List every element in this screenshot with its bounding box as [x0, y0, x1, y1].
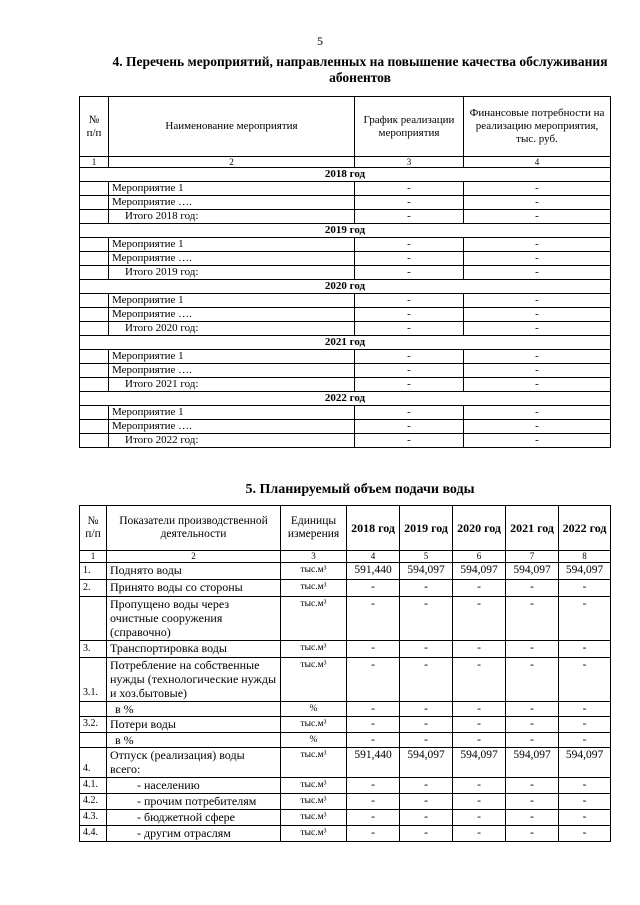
section5-index-cell: 7 [506, 551, 559, 563]
row-number-cell [80, 210, 109, 224]
year-value: - [559, 778, 611, 794]
year-value: 591,440 [347, 748, 400, 778]
schedule-value: - [355, 406, 464, 420]
schedule-value: - [355, 434, 464, 448]
unit-cell: тыс.м³ [281, 563, 347, 580]
year-value: - [347, 826, 400, 842]
schedule-value: - [355, 182, 464, 196]
year-value: 594,097 [506, 563, 559, 580]
activity-name: Мероприятие …. [109, 308, 355, 322]
section4-name-header: Наименование мероприятия [109, 97, 355, 157]
unit-cell: тыс.м³ [281, 580, 347, 597]
year-value: - [559, 658, 611, 702]
unit-cell: тыс.м³ [281, 658, 347, 702]
indicator-name: - населению [107, 778, 281, 794]
year-value: - [453, 826, 506, 842]
indicator-name: в % [107, 733, 281, 748]
indicator-name: - прочим потребителям [107, 794, 281, 810]
total-row [80, 378, 611, 392]
year-value: - [506, 717, 559, 733]
indicator-name: Принято воды со стороны [107, 580, 281, 597]
schedule-value: - [355, 350, 464, 364]
year-value: - [347, 794, 400, 810]
activity-row [80, 238, 611, 252]
schedule-value: - [355, 322, 464, 336]
finance-value: - [464, 210, 611, 224]
year-value: 594,097 [559, 563, 611, 580]
indicator-row [80, 778, 611, 794]
finance-value: - [464, 182, 611, 196]
section4-index-row [80, 157, 611, 168]
year-row [80, 224, 611, 238]
total-row [80, 266, 611, 280]
year-value: - [559, 580, 611, 597]
year-label: 2020 год [80, 280, 611, 294]
row-number: 4. [80, 748, 107, 778]
activity-name: Мероприятие …. [109, 252, 355, 266]
activity-row [80, 420, 611, 434]
indicator-row [80, 702, 611, 717]
indicator-name: Пропущено воды через очистные сооружения (справочно) [107, 597, 281, 641]
year-value: - [559, 702, 611, 717]
row-number-cell [80, 196, 109, 210]
row-number-cell [80, 266, 109, 280]
activity-name: Итого 2019 год: [109, 266, 355, 280]
year-label: 2022 год [80, 392, 611, 406]
row-number [80, 733, 107, 748]
indicator-name: Отпуск (реализация) воды всего: [107, 748, 281, 778]
activity-name: Мероприятие 1 [109, 238, 355, 252]
activity-row [80, 252, 611, 266]
section5-index-cell: 4 [347, 551, 400, 563]
section5-header-row [80, 506, 611, 551]
year-value: - [400, 641, 453, 658]
indicator-row [80, 563, 611, 580]
schedule-value: - [355, 420, 464, 434]
year-value: - [453, 810, 506, 826]
year-value: - [453, 702, 506, 717]
finance-value: - [464, 294, 611, 308]
section5-year-header: 2022 год [559, 506, 611, 551]
year-value: 594,097 [559, 748, 611, 778]
section4-schedule-header: График реализации мероприятия [355, 97, 464, 157]
section5-title: 5. Планируемый объем подачи воды [245, 482, 475, 497]
section5-number-header: № п/п [80, 506, 107, 551]
row-number: 4.1. [80, 778, 107, 794]
row-number: 3.2. [80, 717, 107, 733]
section4-index-cell: 1 [80, 157, 109, 168]
year-value: - [559, 641, 611, 658]
year-value: - [506, 778, 559, 794]
unit-cell: тыс.м³ [281, 717, 347, 733]
indicator-row [80, 810, 611, 826]
indicator-row [80, 794, 611, 810]
row-number: 2. [80, 580, 107, 597]
year-label: 2019 год [80, 224, 611, 238]
section5-unit-header: Единицы измерения [281, 506, 347, 551]
year-value: - [559, 717, 611, 733]
year-value: - [559, 826, 611, 842]
row-number-cell [80, 252, 109, 266]
year-value: - [400, 810, 453, 826]
year-value: - [453, 717, 506, 733]
indicator-name: Поднято воды [107, 563, 281, 580]
year-label: 2018 год [80, 168, 611, 182]
activity-name: Мероприятие 1 [109, 350, 355, 364]
unit-cell: тыс.м³ [281, 597, 347, 641]
row-number-cell [80, 308, 109, 322]
year-value: - [347, 810, 400, 826]
finance-value: - [464, 322, 611, 336]
row-number-cell [80, 364, 109, 378]
activity-name: Мероприятие 1 [109, 182, 355, 196]
year-value: - [347, 778, 400, 794]
finance-value: - [464, 266, 611, 280]
row-number-cell [80, 378, 109, 392]
section5-index-cell: 3 [281, 551, 347, 563]
year-label: 2021 год [80, 336, 611, 350]
row-number-cell [80, 350, 109, 364]
section5-year-header: 2020 год [453, 506, 506, 551]
row-number-cell [80, 294, 109, 308]
activity-name: Мероприятие …. [109, 196, 355, 210]
indicator-row [80, 717, 611, 733]
row-number: 4.3. [80, 810, 107, 826]
year-value: - [506, 794, 559, 810]
activity-row [80, 350, 611, 364]
schedule-value: - [355, 210, 464, 224]
section5-index-cell: 1 [80, 551, 107, 563]
year-row [80, 336, 611, 350]
section4-number-header: № п/п [80, 97, 109, 157]
year-value: - [400, 778, 453, 794]
year-value: - [400, 733, 453, 748]
year-value: - [347, 658, 400, 702]
year-value: - [559, 597, 611, 641]
year-value: - [453, 580, 506, 597]
section4-index-cell: 3 [355, 157, 464, 168]
schedule-value: - [355, 238, 464, 252]
row-number-cell [80, 420, 109, 434]
year-value: - [347, 717, 400, 733]
year-value: - [400, 826, 453, 842]
year-value: - [347, 580, 400, 597]
year-value: - [506, 658, 559, 702]
activity-name: Итого 2021 год: [109, 378, 355, 392]
section5-index-cell: 8 [559, 551, 611, 563]
indicator-row [80, 658, 611, 702]
activity-row [80, 294, 611, 308]
page-number: 5 [317, 34, 323, 48]
section5-year-header: 2021 год [506, 506, 559, 551]
year-value: 591,440 [347, 563, 400, 580]
section5-table [79, 505, 611, 842]
section5-index-cell: 2 [107, 551, 281, 563]
row-number: 3. [80, 641, 107, 658]
indicator-name: Потребление на собственные нужды (технологические нужды и хоз.бытовые) [107, 658, 281, 702]
year-value: - [453, 597, 506, 641]
year-value: - [506, 733, 559, 748]
unit-cell: тыс.м³ [281, 826, 347, 842]
section5-index-cell: 5 [400, 551, 453, 563]
schedule-value: - [355, 196, 464, 210]
indicator-name: Потери воды [107, 717, 281, 733]
finance-value: - [464, 434, 611, 448]
indicator-name: Транспортировка воды [107, 641, 281, 658]
activity-name: Итого 2022 год: [109, 434, 355, 448]
year-value: - [400, 702, 453, 717]
year-value: - [400, 658, 453, 702]
activity-row [80, 196, 611, 210]
indicator-row [80, 733, 611, 748]
row-number: 3.1. [80, 658, 107, 702]
activity-name: Мероприятие …. [109, 420, 355, 434]
year-value: - [347, 733, 400, 748]
year-value: - [347, 641, 400, 658]
year-value: - [347, 597, 400, 641]
unit-cell: тыс.м³ [281, 794, 347, 810]
activity-row [80, 182, 611, 196]
activity-name: Мероприятие 1 [109, 406, 355, 420]
section5-year-header: 2019 год [400, 506, 453, 551]
year-value: - [559, 733, 611, 748]
year-value: 594,097 [453, 563, 506, 580]
activity-row [80, 406, 611, 420]
indicator-row [80, 641, 611, 658]
schedule-value: - [355, 294, 464, 308]
year-row [80, 168, 611, 182]
year-value: - [506, 580, 559, 597]
section4-finance-header: Финансовые потребности на реализацию мероприятия, тыс. руб. [464, 97, 611, 157]
year-value: - [506, 826, 559, 842]
row-number-cell [80, 182, 109, 196]
year-value: - [559, 794, 611, 810]
year-row [80, 392, 611, 406]
row-number [80, 597, 107, 641]
year-value: 594,097 [506, 748, 559, 778]
activity-name: Мероприятие …. [109, 364, 355, 378]
year-value: - [400, 580, 453, 597]
activity-name: Итого 2018 год: [109, 210, 355, 224]
finance-value: - [464, 364, 611, 378]
year-value: - [347, 702, 400, 717]
section4-index-cell: 2 [109, 157, 355, 168]
year-value: - [453, 733, 506, 748]
year-value: 594,097 [453, 748, 506, 778]
indicator-name: - другим отраслям [107, 826, 281, 842]
year-value: - [400, 597, 453, 641]
unit-cell: % [281, 702, 347, 717]
year-value: - [400, 794, 453, 810]
finance-value: - [464, 238, 611, 252]
year-value: - [559, 810, 611, 826]
total-row [80, 434, 611, 448]
finance-value: - [464, 406, 611, 420]
year-value: - [506, 641, 559, 658]
year-value: - [453, 794, 506, 810]
year-value: - [506, 702, 559, 717]
schedule-value: - [355, 266, 464, 280]
year-value: - [453, 658, 506, 702]
finance-value: - [464, 420, 611, 434]
indicator-row [80, 580, 611, 597]
year-value: 594,097 [400, 748, 453, 778]
finance-value: - [464, 196, 611, 210]
row-number: 4.2. [80, 794, 107, 810]
unit-cell: тыс.м³ [281, 810, 347, 826]
section5-indicator-header: Показатели производственной деятельности [107, 506, 281, 551]
section4-table [79, 96, 611, 448]
section4-index-cell: 4 [464, 157, 611, 168]
year-value: - [453, 778, 506, 794]
unit-cell: тыс.м³ [281, 641, 347, 658]
finance-value: - [464, 252, 611, 266]
schedule-value: - [355, 308, 464, 322]
indicator-row [80, 748, 611, 778]
row-number: 4.4. [80, 826, 107, 842]
activity-row [80, 364, 611, 378]
row-number-cell [80, 322, 109, 336]
row-number-cell [80, 238, 109, 252]
row-number [80, 702, 107, 717]
section4-header-row [80, 97, 611, 157]
total-row [80, 322, 611, 336]
year-row [80, 280, 611, 294]
finance-value: - [464, 350, 611, 364]
indicator-name: в % [107, 702, 281, 717]
unit-cell: % [281, 733, 347, 748]
year-value: 594,097 [400, 563, 453, 580]
year-value: - [506, 810, 559, 826]
activity-name: Итого 2020 год: [109, 322, 355, 336]
schedule-value: - [355, 252, 464, 266]
schedule-value: - [355, 364, 464, 378]
section5-index-row [80, 551, 611, 563]
indicator-row [80, 826, 611, 842]
finance-value: - [464, 308, 611, 322]
row-number: 1. [80, 563, 107, 580]
year-value: - [453, 641, 506, 658]
section5-year-header: 2018 год [347, 506, 400, 551]
finance-value: - [464, 378, 611, 392]
schedule-value: - [355, 378, 464, 392]
section4-title: 4. Перечень мероприятий, направленных на повышение качества обслуживания абонентов [112, 54, 608, 85]
row-number-cell [80, 434, 109, 448]
year-value: - [506, 597, 559, 641]
activity-name: Мероприятие 1 [109, 294, 355, 308]
unit-cell: тыс.м³ [281, 748, 347, 778]
row-number-cell [80, 406, 109, 420]
total-row [80, 210, 611, 224]
unit-cell: тыс.м³ [281, 778, 347, 794]
indicator-name: - бюджетной сфере [107, 810, 281, 826]
section5-index-cell: 6 [453, 551, 506, 563]
indicator-row [80, 597, 611, 641]
year-value: - [400, 717, 453, 733]
activity-row [80, 308, 611, 322]
